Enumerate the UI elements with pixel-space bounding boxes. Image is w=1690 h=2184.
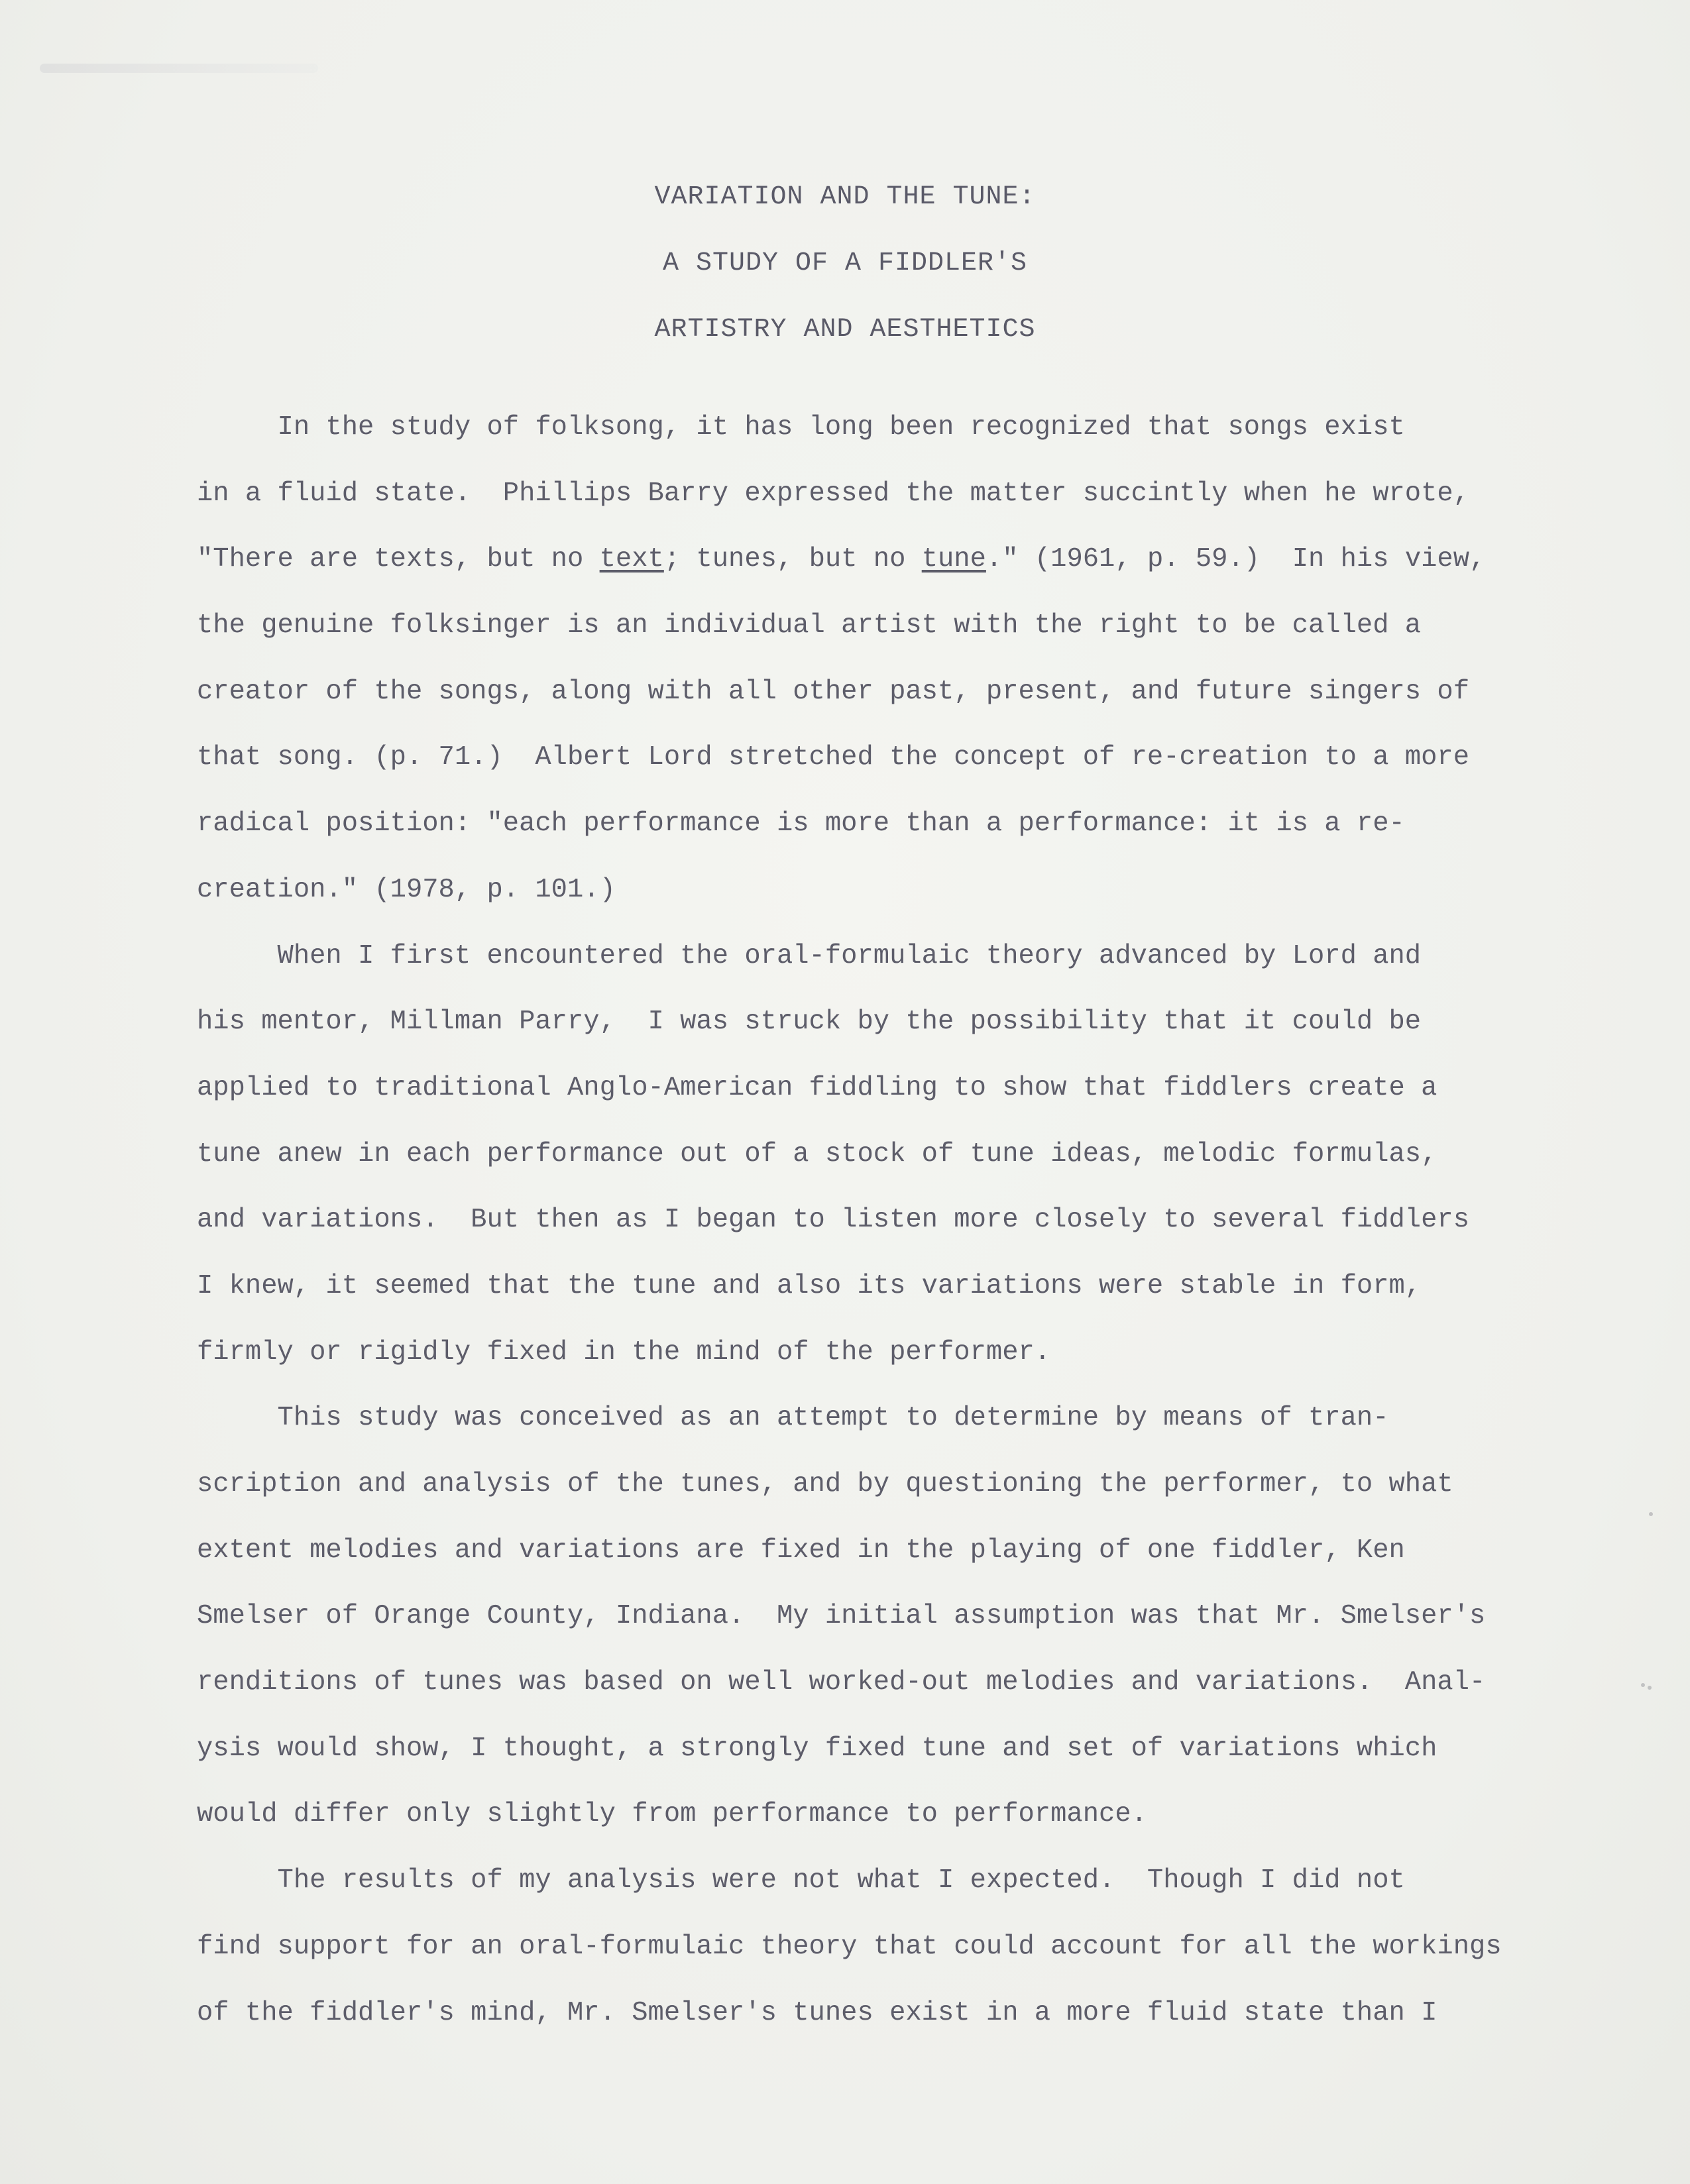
text-line: creation." (1978, p. 101.) [197,874,616,905]
text-span: ." (1961, p. 59.) In his view, [986,544,1486,575]
paper-speck [1649,1512,1653,1516]
paper-speck [1641,1683,1645,1687]
text-line: renditions of tunes was based on well worked-out melodies and variations. Anal- [197,1667,1486,1698]
text-line: of the fiddler's mind, Mr. Smelser's tunes exist in a more fluid state than I [197,1997,1437,2028]
text-line: ysis would show, I thought, a strongly fixed tune and set of variations which [197,1733,1437,1764]
text-line: and variations. But then as I began to listen more closely to several fiddlers [197,1205,1470,1236]
text-line: firmly or rigidly fixed in the mind of the performer. [197,1337,1051,1368]
text-line: applied to traditional Anglo-American fiddling to show that fiddlers create a [197,1072,1437,1103]
text-line: would differ only slightly from performance to performance. [197,1799,1147,1830]
faint-stamp-mark [40,64,318,73]
text-line: the genuine folksinger is an individual artist with the right to be called a [197,610,1422,641]
body-text [197,395,1562,2046]
text-line: that song. (p. 71.) Albert Lord stretched the concept of re-creation to a more [197,742,1470,773]
text-line: radical position: "each performance is more than a performance: it is a re- [197,808,1405,840]
text-line: in a fluid state. Phillips Barry expressed the matter succintly when he wrote, [197,478,1470,509]
text-line [197,527,1562,593]
text-span: ; tunes, but no [663,544,922,575]
text-line: When I first encountered the oral-formulaic theory advanced by Lord and [197,940,1422,971]
title-line-3: ARTISTRY AND AESTHETICS [654,315,1036,345]
document-title [0,164,1690,363]
text-line: his mentor, Millman Parry, I was struck by the possibility that it could be [197,1007,1422,1038]
title-line-1: VARIATION AND THE TUNE: [654,182,1036,212]
underlined-word: text [599,544,664,575]
text-line: This study was conceived as an attempt to determine by means of tran- [197,1403,1389,1434]
text-line: The results of my analysis were not what I expected. Though I did not [197,1865,1405,1896]
text-line: tune anew in each performance out of a stock of tune ideas, melodic formulas, [197,1138,1437,1170]
title-line-2: A STUDY OF A FIDDLER'S [662,248,1028,278]
text-span: "There are texts, but no [197,544,600,575]
text-line: extent melodies and variations are fixed in the playing of one fiddler, Ken [197,1535,1405,1566]
text-line: In the study of folksong, it has long been recognized that songs exist [197,412,1405,443]
text-line: creator of the songs, along with all other past, present, and future singers of [197,676,1470,707]
underlined-word: tune [921,544,986,575]
text-line: scription and analysis of the tunes, and by questioning the performer, to what [197,1469,1453,1500]
text-line: Smelser of Orange County, Indiana. My initial assumption was that Mr. Smelser's [197,1601,1486,1632]
text-line: find support for an oral-formulaic theory that could account for all the workings [197,1931,1502,1962]
paper-speck [1648,1686,1652,1690]
text-line: I knew, it seemed that the tune and also its variations were stable in form, [197,1270,1422,1301]
